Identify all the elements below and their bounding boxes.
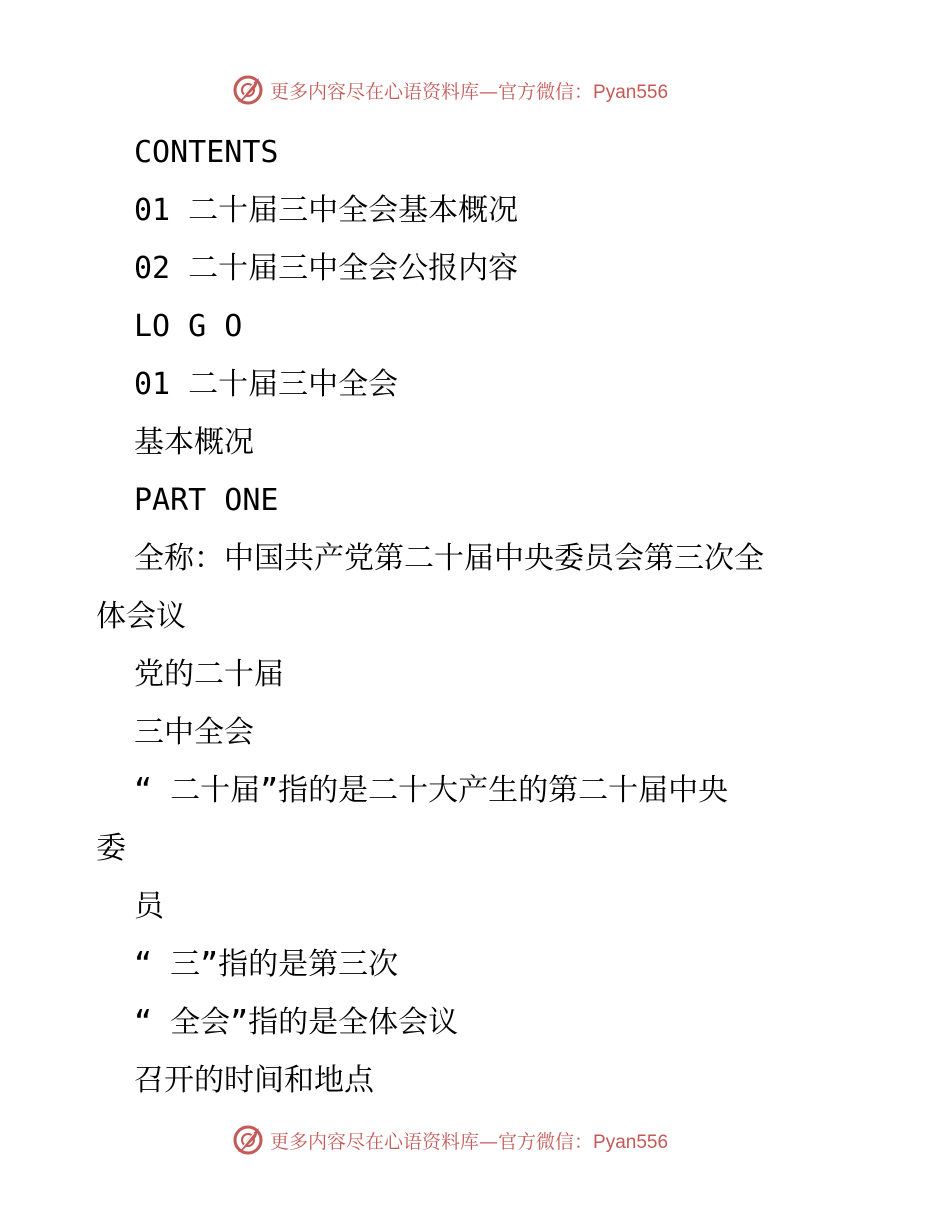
document-body — [96, 124, 866, 1110]
feather-pen-logo-icon — [232, 74, 264, 106]
body-line: “ 全会”指的是全体会议 — [134, 1005, 459, 1040]
header-watermark-text: 更多内容尽在心语资料库—官方微信：Pyan556 — [270, 80, 669, 103]
body-line: PART ONE — [134, 483, 279, 518]
body-line: 02 二十届三中全会公报内容 — [134, 251, 519, 286]
body-line: CONTENTS — [134, 135, 279, 170]
header-watermark-banner — [232, 70, 712, 110]
body-line: 员 — [134, 889, 164, 924]
feather-pen-logo-icon — [232, 1124, 264, 1156]
body-line: 党的二十届 — [134, 657, 284, 692]
body-line: 召开的时间和地点 — [134, 1063, 374, 1098]
footer-wechat-id: Pyan556 — [593, 1131, 669, 1153]
body-line: 三中全会 — [134, 715, 254, 750]
body-line: 体会议 — [96, 599, 186, 634]
body-line: LO G O — [134, 309, 243, 344]
body-line: 全称：中国共产党第二十届中央委员会第三次全 — [134, 541, 764, 576]
footer-watermark-banner — [232, 1120, 712, 1160]
body-line: “ 二十届”指的是二十大产生的第二十届中央 — [134, 773, 729, 808]
body-line: 委 — [96, 831, 126, 866]
body-line: 基本概况 — [134, 425, 254, 460]
body-line: 01 二十届三中全会 — [134, 367, 399, 402]
footer-watermark-text: 更多内容尽在心语资料库—官方微信：Pyan556 — [270, 1130, 669, 1153]
body-line: 01 二十届三中全会基本概况 — [134, 193, 519, 228]
body-line: “ 三”指的是第三次 — [134, 947, 399, 982]
header-wechat-id: Pyan556 — [593, 81, 669, 103]
